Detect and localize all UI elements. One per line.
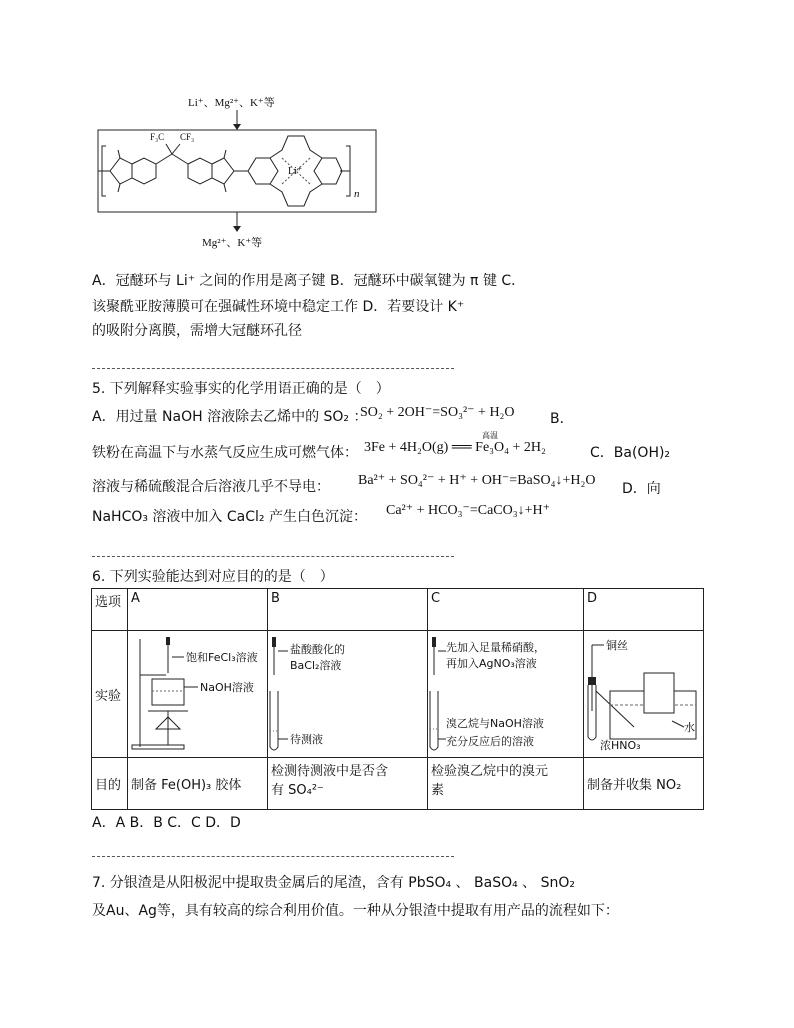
apparatus-b-label-sample: 待测液 xyxy=(290,733,323,746)
q5-option-c-equation: Ba²⁺ + SO₄²⁻ + H⁺ + OH⁻=BaSO₄↓+H₂O xyxy=(358,473,596,488)
table-header-b: B xyxy=(268,589,428,631)
row-label-experiment: 实验 xyxy=(92,631,128,758)
apparatus-d-label-water: 水 xyxy=(684,721,695,734)
bottom-ions-label: Mg²⁺、K⁺等 xyxy=(202,237,263,249)
apparatus-a-label-naoh: NaOH溶液 xyxy=(200,681,254,694)
apparatus-b xyxy=(268,631,428,758)
q5-option-b-text: 铁粉在高温下与水蒸气反应生成可燃气体： xyxy=(92,445,358,461)
q4-option-line-2: 该聚酰亚胺薄膜可在强碱性环境中稳定工作 D．若要设计 K⁺ xyxy=(92,299,465,315)
separator xyxy=(92,856,454,857)
q5-option-c-text: 溶液与稀硫酸混合后溶液几乎不导电： xyxy=(92,479,330,495)
goal-a: 制备 Fe(OH)₃ 胶体 xyxy=(128,758,268,810)
apparatus-a-label-fecl3: 饱和FeCl₃溶液 xyxy=(186,651,258,664)
apparatus-c xyxy=(428,631,584,758)
q7-line-1: 7. 分银渣是从阳极泥中提取贵金属后的尾渣，含有 PbSO₄ 、 BaSO₄ 、 SnO₂ xyxy=(92,875,575,891)
q5-option-b-condition: 高温 xyxy=(482,431,498,440)
apparatus-c-label-4: 充分反应后的溶液 xyxy=(446,735,534,748)
apparatus-d-label-copper: 铜丝 xyxy=(606,639,628,652)
table-header-d: D xyxy=(584,589,704,631)
q4-option-line-3: 的吸附分离膜，需增大冠醚环孔径 xyxy=(92,323,302,339)
table-header-c: C xyxy=(428,589,584,631)
n-label: n xyxy=(354,188,360,200)
q5-option-a-text: A．用过量 NaOH 溶液除去乙烯中的 SO₂ ： xyxy=(92,409,368,425)
apparatus-d-label-hno3: 浓HNO₃ xyxy=(600,739,641,752)
goal-c-line-1: 检验溴乙烷中的溴元 xyxy=(431,764,549,779)
q5-option-b-equation: 3Fe + 4H₂O(g) ══ Fe₃O₄ + 2H₂ xyxy=(364,440,546,455)
goal-c xyxy=(428,758,584,810)
apparatus-b-label-bacl2: BaCl₂溶液 xyxy=(290,659,342,672)
q5-option-d-text: NaHCO₃ 溶液中加入 CaCl₂ 产生白色沉淀： xyxy=(92,509,367,525)
q5-option-c-label: C．Ba(OH)₂ xyxy=(590,445,671,461)
polymer-figure xyxy=(92,88,382,258)
q4-option-line-1: A．冠醚环与 Li⁺ 之间的作用是离子键 B．冠醚环中碳氧键为 π 键 C． xyxy=(92,273,526,289)
q6-table xyxy=(91,588,704,810)
apparatus-c-label-2: 再加入AgNO₃溶液 xyxy=(446,657,537,670)
row-label-goal: 目的 xyxy=(92,758,128,810)
q5-option-a-equation: SO₂ + 2OH⁻=SO₃²⁻ + H₂O xyxy=(360,405,515,420)
cf3-right-label: CF₃ xyxy=(180,132,195,142)
apparatus-c-label-1: 先加入足量稀硝酸， xyxy=(446,641,545,654)
q6-stem: 6. 下列实验能达到对应目的的是（ ） xyxy=(92,569,334,585)
apparatus-c-label-3: 溴乙烷与NaOH溶液 xyxy=(446,717,544,730)
q7-line-2: 及Au、Ag等，具有较高的综合利用价值。一种从分银渣中提取有用产品的流程如下： xyxy=(92,903,619,919)
q5-option-b-label: B． xyxy=(550,411,574,427)
apparatus-d xyxy=(584,631,704,758)
cf3-left-label: F₃C xyxy=(150,132,165,142)
separator xyxy=(92,368,454,369)
goal-c-line-2: 素 xyxy=(431,783,445,798)
center-ion-label: Li⁺ xyxy=(288,166,303,177)
polymer-structure xyxy=(92,88,382,258)
goal-d: 制备并收集 NO₂ xyxy=(584,758,704,810)
table-header-a: A xyxy=(128,589,268,631)
q5-option-d-equation: Ca²⁺ + HCO₃⁻=CaCO₃↓+H⁺ xyxy=(386,503,551,518)
top-ions-label: Li⁺、Mg²⁺、K⁺等 xyxy=(188,97,275,109)
q5-stem: 5. 下列解释实验事实的化学用语正确的是（ ） xyxy=(92,381,390,397)
table-header-option: 选项 xyxy=(92,589,128,631)
goal-b-line-2: 有 SO₄²⁻ xyxy=(271,783,324,798)
q5-option-d-label: D．向 xyxy=(622,481,661,497)
q6-options: A．A B．B C．C D．D xyxy=(92,815,241,831)
goal-b-line-1: 检测待测液中是否含 xyxy=(271,764,389,779)
apparatus-a xyxy=(128,631,268,758)
goal-b xyxy=(268,758,428,810)
separator xyxy=(92,556,454,557)
apparatus-b-label-acid: 盐酸酸化的 xyxy=(290,643,345,656)
